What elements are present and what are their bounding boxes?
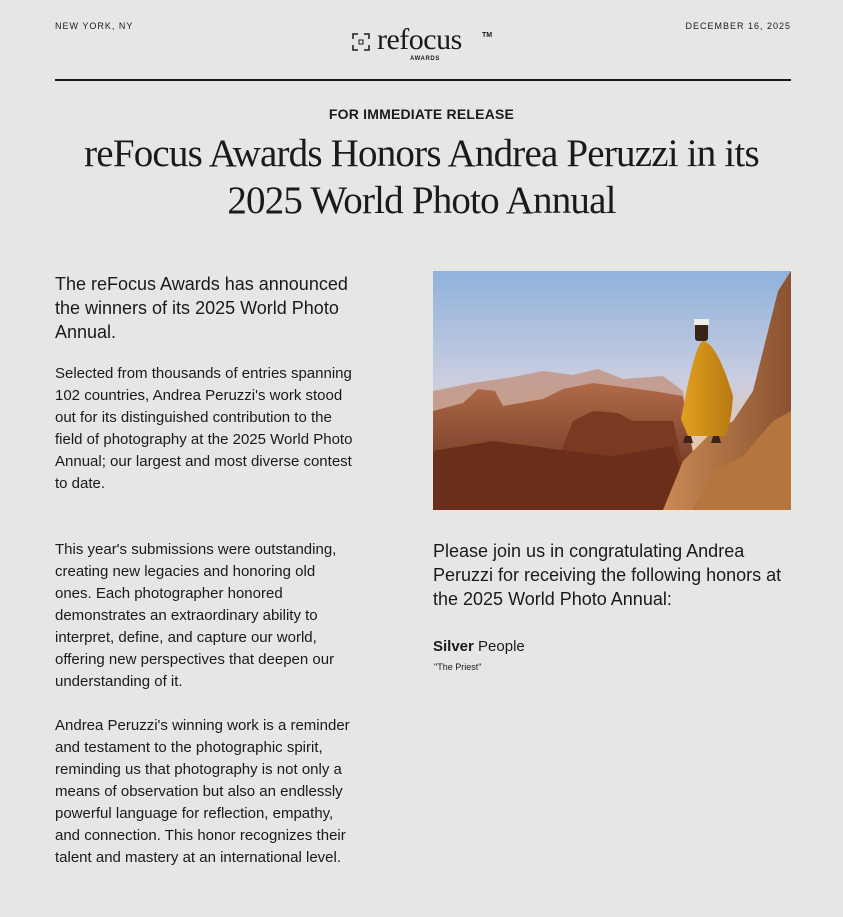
priest-landscape-image (433, 271, 791, 510)
award-category: People (478, 638, 525, 655)
award-line (433, 638, 525, 655)
refocus-awards-logo[interactable] (352, 22, 497, 66)
logo-trademark: TM (482, 32, 493, 39)
headline-line-1: reFocus Awards Honors Andrea Peruzzi in its (84, 132, 759, 175)
masthead (55, 0, 791, 81)
page-title (50, 130, 793, 224)
logo-subtitle: AWARDS (410, 56, 440, 62)
lede-paragraph: The reFocus Awards has announced the winners of its 2025 World Photo Annual. (55, 274, 348, 342)
body-paragraph-1: Selected from thousands of entries spanning 102 countries, Andrea Peruzzi's work stood out for its distinguished contribution to the field of photography at the 2025 World Photo Annual; our largest and most diverse contest to date. (55, 365, 353, 492)
congratulations-heading: Please join us in congratulating Andrea Peruzzi for receiving the following honors at the 2025 World Photo Annual: (433, 541, 782, 609)
dateline-location: NEW YORK, NY (55, 21, 134, 31)
release-date: DECEMBER 16, 2025 (685, 21, 791, 31)
body-paragraph-3: Andrea Peruzzi's winning work is a reminder and testament to the photographic spirit, reminding us that photography is not only a means of observation but also an endlessly powerful language for reflection, empathy, and connection. This honor recognizes their talent and mastery at an international level. (55, 717, 350, 866)
headline-line-2: 2025 World Photo Annual (227, 179, 616, 222)
body-paragraph-2: This year's submissions were outstanding, creating new legacies and honoring old ones. Each photographer honored demonstrates an extraordinary ability to interpret, define, and capture our world, offering new perspectives that deepen our understanding of it. (55, 541, 337, 690)
focus-frame-icon (352, 33, 370, 51)
work-title: "The Priest" (434, 662, 482, 672)
logo-wordmark: refocus (377, 23, 462, 56)
winning-photo (433, 271, 791, 510)
release-kicker: FOR IMMEDIATE RELEASE (328, 106, 515, 122)
award-level: Silver (433, 638, 474, 655)
